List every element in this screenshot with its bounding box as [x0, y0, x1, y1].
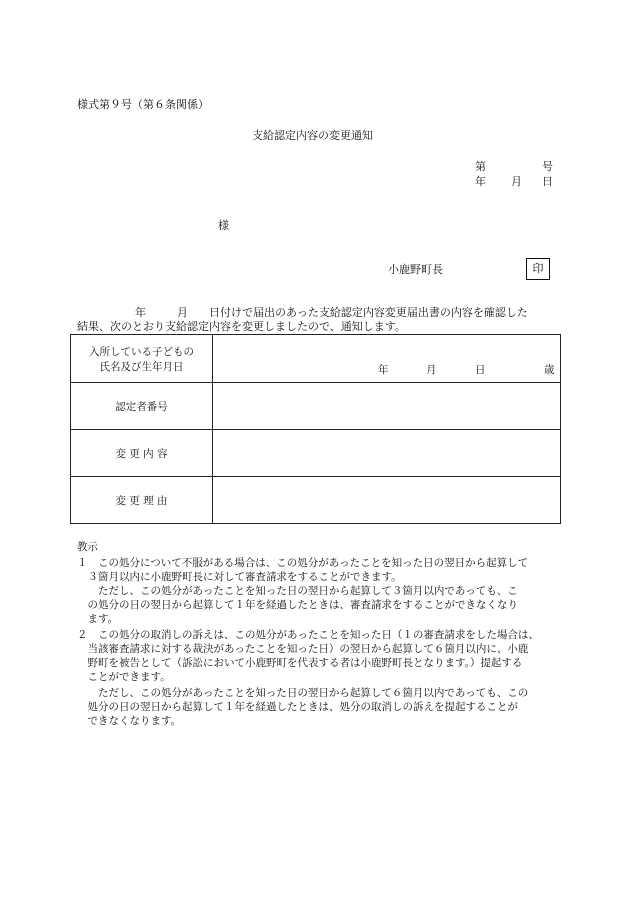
table-row-child [71, 335, 561, 383]
seal-stamp: 印 [526, 258, 550, 280]
form-header: 様式第９号（第６条関係） [77, 98, 209, 111]
table-row-change-reason [71, 477, 561, 524]
instruction-line: １ この処分について不服がある場合は、この処分があったことを知った日の翌日から起算して [77, 557, 529, 569]
body-date-month: 月 [177, 306, 188, 319]
change-content-value [213, 430, 561, 477]
instruction-line: ただし、この処分があったことを知った日の翌日から起算して３箇月以内であっても、こ [77, 585, 518, 597]
instructions-heading: 教示 [77, 541, 98, 553]
change-reason-label: 変 更 理 由 [71, 477, 213, 524]
change-reason-value [213, 477, 561, 524]
doc-number-suffix: 号 [542, 160, 553, 173]
body-line-2: 結果、次のとおり支給認定内容を変更しましたので、通知します。 [77, 320, 406, 333]
instruction-line: ます。 [77, 613, 119, 625]
child-label-cell [71, 335, 213, 383]
body-date-year: 年 [135, 306, 146, 319]
instruction-line: 処分の日の翌日から起算して１年を経過したときは、処分の取消しの訴えを提起することが [77, 701, 518, 713]
table-row-change-content [71, 430, 561, 477]
child-label-line1: 入所している子どもの [89, 345, 194, 358]
instruction-line: ２ この処分の取消しの訴えは、この処分があったことを知った日（１の審査請求をした場合は、 [77, 629, 539, 641]
instruction-line: ３箇月以内に小鹿野町長に対して審査請求をすることができます。 [77, 571, 402, 583]
instruction-line: ただし、この処分があったことを知った日の翌日から起算して６箇月以内であっても、この [77, 687, 529, 699]
addressee-suffix: 様 [218, 219, 229, 232]
doc-date-day: 日 [542, 175, 553, 188]
table-row-cert-number [71, 383, 561, 430]
cert-number-label: 認定者番号 [71, 383, 213, 430]
child-label-line2: 氏名及び生年月日 [99, 360, 184, 373]
doc-date-year: 年 [475, 175, 486, 188]
body-line-1: 日付けで届出のあった支給認定内容変更届出書の内容を確認した [209, 306, 528, 319]
instruction-line: できなくなります。 [77, 715, 182, 727]
change-detail-table [70, 334, 561, 524]
instruction-line: ことができます。 [77, 671, 171, 683]
cert-number-value [213, 383, 561, 430]
instruction-line: 当該審査請求に対する裁決があったことを知った日）の翌日から起算して６箇月以内に、小鹿 [77, 643, 529, 655]
issuer-name: 小鹿野町長 [388, 263, 443, 276]
child-value-cell [213, 335, 561, 383]
birth-day: 日 [475, 364, 486, 376]
birth-age: 歳 [544, 364, 555, 376]
instruction-line: の処分の日の翌日から起算して１年を経過したときは、審査請求をすることができなくなり [77, 599, 518, 611]
change-content-label: 変 更 内 容 [71, 430, 213, 477]
page-title: 支給認定内容の変更通知 [252, 129, 373, 142]
instruction-line: 野町を被告として（訴訟において小鹿野町を代表する者は小鹿野町長となります。）提起する [77, 657, 523, 669]
doc-number-prefix: 第 [475, 160, 486, 173]
birth-year: 年 [378, 364, 389, 376]
birth-month: 月 [426, 364, 437, 376]
doc-date-month: 月 [511, 175, 522, 188]
